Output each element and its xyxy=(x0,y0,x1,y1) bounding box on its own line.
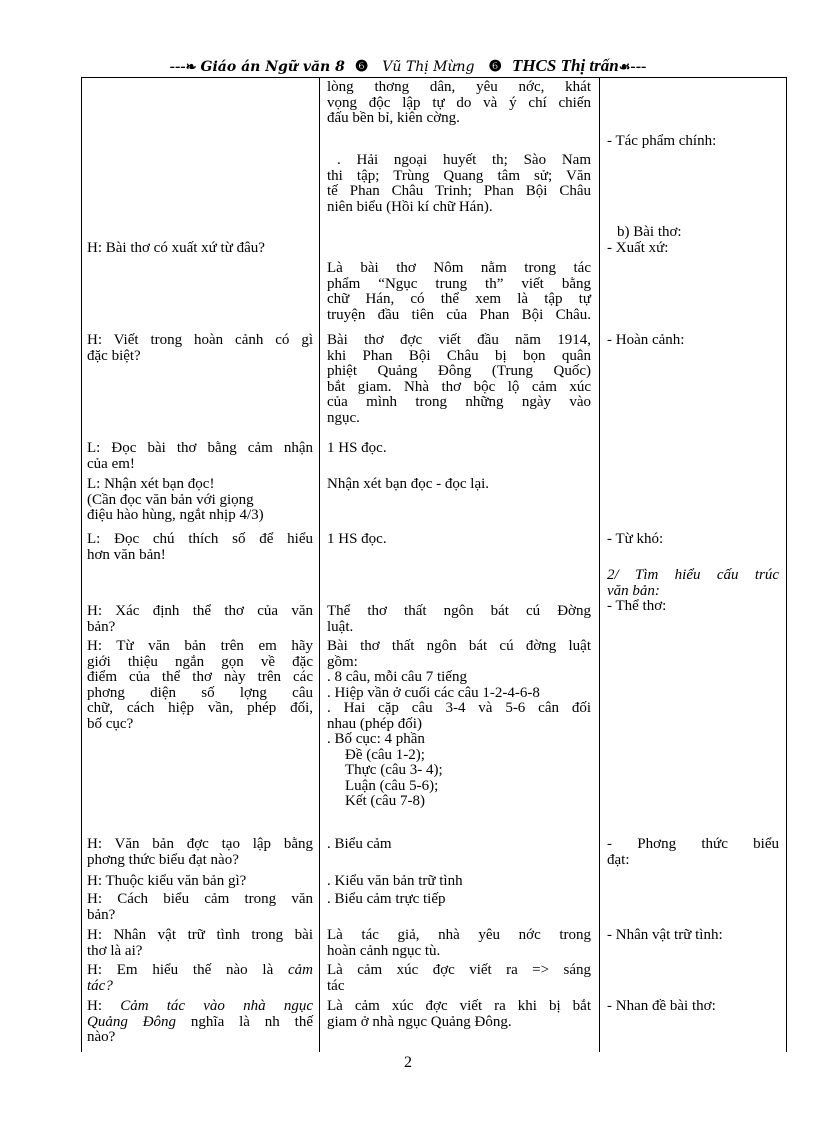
text-line: vọng độc lập tự do và ý chí chiến xyxy=(327,94,591,111)
notes-cell xyxy=(607,333,779,349)
text-line: đặc biệt? xyxy=(87,347,141,364)
notes-cell xyxy=(607,837,779,868)
notes-cell xyxy=(607,568,779,615)
question-cell xyxy=(87,837,313,868)
question-cell xyxy=(87,241,313,257)
text-line: 1 HS đọc. xyxy=(327,531,387,547)
text-line: điệu hào hùng, ngắt nhịp 4/3) xyxy=(87,507,264,523)
table-left-border xyxy=(81,77,82,1052)
text-line: Thực (câu 3- 4); xyxy=(345,762,443,778)
text-line: hoàn cảnh ngục tù. xyxy=(327,942,441,959)
page-header xyxy=(0,58,816,76)
content-cell xyxy=(327,892,591,908)
text-line: Bài thơ thất ngôn bát cú đờng luật xyxy=(327,638,591,654)
text-line: nhau (phép đối) xyxy=(327,715,422,732)
circled-six-icon: ❻ xyxy=(354,59,369,75)
text-line: giam ở nhà ngục Quảng Đông. xyxy=(327,1013,512,1030)
text-line: - Xuất xứ: xyxy=(607,239,669,256)
text-line: niên biểu (Hồi kí chữ Hán). xyxy=(327,198,493,215)
content-cell xyxy=(327,532,591,548)
content-cell xyxy=(327,441,591,457)
header-right-dashes: --- xyxy=(630,58,647,75)
text-line: bản? xyxy=(87,906,116,923)
notes-cell xyxy=(607,928,779,944)
text-line: Là cảm xúc đợc viết ra => sáng xyxy=(327,962,591,978)
text-line: H: Viết trong hoàn cảnh có gì xyxy=(87,332,313,348)
notes-cell xyxy=(607,532,779,548)
text-line: - Hoàn cảnh: xyxy=(607,332,685,348)
text-line: thơ là ai? xyxy=(87,942,143,959)
text-line: - Từ khó: xyxy=(607,531,664,547)
text-line: phẩm “Ngục trung th” viết bằng xyxy=(327,275,591,292)
content-cell xyxy=(327,604,591,635)
text-line: lòng thơng dân, yêu nớc, khát xyxy=(327,79,591,95)
italic-term: Quảng Đông xyxy=(87,1013,177,1030)
content-cell xyxy=(327,837,591,853)
italic-term: Cảm tác vào nhà ngục xyxy=(120,998,313,1014)
header-teacher: Vũ Thị Mừng xyxy=(382,59,475,75)
text-line: H: Thuộc kiểu văn bản gì? xyxy=(87,873,247,889)
text-fragment: nghĩa là nh thế xyxy=(190,1013,314,1030)
content-cell xyxy=(327,874,591,890)
text-line: Luận (câu 5-6); xyxy=(345,777,439,794)
text-line: . 8 câu, mỗi câu 7 tiếng xyxy=(327,669,467,685)
content-cell xyxy=(327,153,591,215)
text-line: 1 HS đọc. xyxy=(327,440,387,456)
table-divider-2 xyxy=(599,77,600,1052)
text-line: đạt: xyxy=(607,851,630,868)
table-divider-1 xyxy=(319,77,320,1052)
question-cell xyxy=(87,604,313,635)
text-line: . Kiểu văn bản trữ tình xyxy=(327,873,463,889)
text-line: bản? xyxy=(87,618,116,635)
text-line: Bài thơ đợc viết đầu năm 1914, xyxy=(327,332,591,348)
text-line: H: Từ văn bản trên em hãy xyxy=(87,638,313,654)
text-line: ngục. xyxy=(327,409,360,426)
text-line: . Hiệp vần ở cuối các câu 1-2-4-6-8 xyxy=(327,684,540,701)
text-line: H: Bài thơ có xuất xứ từ đâu? xyxy=(87,240,265,256)
question-cell xyxy=(87,999,313,1046)
text-line: . Bố cục: 4 phần xyxy=(327,731,425,747)
text-line: thi tập; Trùng Quang tâm sử; Văn xyxy=(327,167,591,184)
text-fragment: H: xyxy=(87,998,102,1014)
text-line: - Phơng thức biểu xyxy=(607,836,779,852)
text-line: - Thể thơ: xyxy=(607,598,667,614)
content-cell xyxy=(327,999,591,1030)
text-fragment: H: Em hiểu thế nào là xyxy=(87,962,274,978)
text-line: phiệt Quảng Đông (Trung Quốc) xyxy=(327,363,591,379)
text-line: truyện đầu tiên của Phan Bội Châu. xyxy=(327,306,591,323)
text-line: H: Văn bản đợc tạo lập bằng xyxy=(87,836,313,852)
text-line: . Hải ngoại huyết th; Sào Nam xyxy=(337,152,591,168)
italic-term: cảm xyxy=(288,962,314,978)
notes-cell xyxy=(607,225,779,256)
table-right-border xyxy=(786,77,787,1052)
text-line: - Tác phẩm chính: xyxy=(607,133,717,149)
circled-six-icon: ❻ xyxy=(488,59,502,75)
question-cell xyxy=(87,639,313,732)
text-line: đấu bền bỉ, kiên cờng. xyxy=(327,110,460,126)
text-line: phơng thức biểu đạt nào? xyxy=(87,851,239,868)
notes-cell xyxy=(607,999,779,1015)
text-line: H: Xác định thể thơ của văn xyxy=(87,603,313,619)
header-title: Giáo án Ngữ văn 8 xyxy=(200,59,345,75)
text-line: Kết (câu 7-8) xyxy=(345,793,425,809)
text-line: giới thiệu ngắn gọn về đặc xyxy=(87,653,313,670)
text-line: chữ Hán, có thể xem là tập tự xyxy=(327,291,591,307)
question-cell xyxy=(87,928,313,959)
text-line: . Biểu cảm xyxy=(327,836,392,852)
content-cell xyxy=(327,477,591,493)
question-cell xyxy=(87,874,313,890)
question-cell xyxy=(87,892,313,923)
question-cell xyxy=(87,477,313,524)
text-line: L: Nhận xét bạn đọc! xyxy=(87,476,215,492)
question-cell xyxy=(87,963,313,994)
text-line: . Hai cặp câu 3-4 và 5-6 cân đối xyxy=(327,700,591,716)
text-line: b) Bài thơ: xyxy=(617,224,682,240)
content-cell xyxy=(327,80,591,127)
question-cell xyxy=(87,333,313,364)
text-line: L: Đọc bài thơ bằng cảm nhận xyxy=(87,440,313,456)
text-line: tế Phan Châu Trinh; Phan Bội Châu xyxy=(327,183,591,199)
header-underline xyxy=(81,77,787,78)
question-cell xyxy=(87,441,313,472)
text-line: Nhận xét bạn đọc - đọc lại. xyxy=(327,476,490,492)
text-line: (Cần đọc văn bản với giọng xyxy=(87,491,254,508)
text-line: L: Đọc chú thích số để hiểu xyxy=(87,531,313,547)
fleuron-icon: ❧ xyxy=(185,59,197,74)
text-line: bắt giam. Nhà thơ bộc lộ cảm xúc xyxy=(327,378,591,395)
text-line: - Nhan đề bài thơ: xyxy=(607,998,716,1014)
text-line: luật. xyxy=(327,618,354,635)
question-cell xyxy=(87,532,313,563)
header-left-dashes: --- xyxy=(169,58,186,75)
section-heading: văn bản: xyxy=(607,582,660,599)
text-line: Thể thơ thất ngôn bát cú Đờng xyxy=(327,603,591,619)
text-line: khi Phan Bội Châu bị bọn quân xyxy=(327,347,591,364)
text-line: gồm: xyxy=(327,653,358,670)
text-line: chữ, cách hiệp vần, phép đối, xyxy=(87,700,313,716)
content-cell xyxy=(327,639,591,810)
text-line: nào? xyxy=(87,1029,116,1045)
content-cell xyxy=(327,963,591,994)
content-cell xyxy=(327,333,591,426)
content-cell xyxy=(327,928,591,959)
text-line: H: Nhân vật trữ tình trong bài xyxy=(87,927,313,943)
notes-cell xyxy=(607,134,779,150)
text-line: - Nhân vật trữ tình: xyxy=(607,927,723,943)
text-line: tác xyxy=(327,977,345,994)
text-line: điểm của thể thơ này trên các xyxy=(87,669,313,685)
text-line: của mình trong những ngày vào xyxy=(327,394,591,410)
text-line: bố cục? xyxy=(87,715,134,732)
italic-term: tác? xyxy=(87,977,113,994)
fleuron-icon: ☙ xyxy=(618,59,631,74)
text-line: Là bài thơ Nôm nằm trong tác xyxy=(327,260,591,276)
text-line: của em! xyxy=(87,455,135,472)
section-heading: 2/ Tìm hiểu cấu trúc xyxy=(607,567,779,583)
content-cell xyxy=(327,261,591,323)
text-line: Là cảm xúc đợc viết ra khi bị bắt xyxy=(327,998,591,1014)
text-line: H: Cách biểu cảm trong văn xyxy=(87,891,313,907)
text-line: Đề (câu 1-2); xyxy=(345,746,425,763)
page-number: 2 xyxy=(404,1054,412,1071)
text-line: phơng diện số lợng câu xyxy=(87,684,313,701)
header-school: THCS Thị trấn xyxy=(511,56,619,75)
text-line: . Biểu cảm trực tiếp xyxy=(327,891,446,907)
text-line: Là tác giả, nhà yêu nớc trong xyxy=(327,927,591,943)
text-line: hơn văn bản! xyxy=(87,546,166,563)
